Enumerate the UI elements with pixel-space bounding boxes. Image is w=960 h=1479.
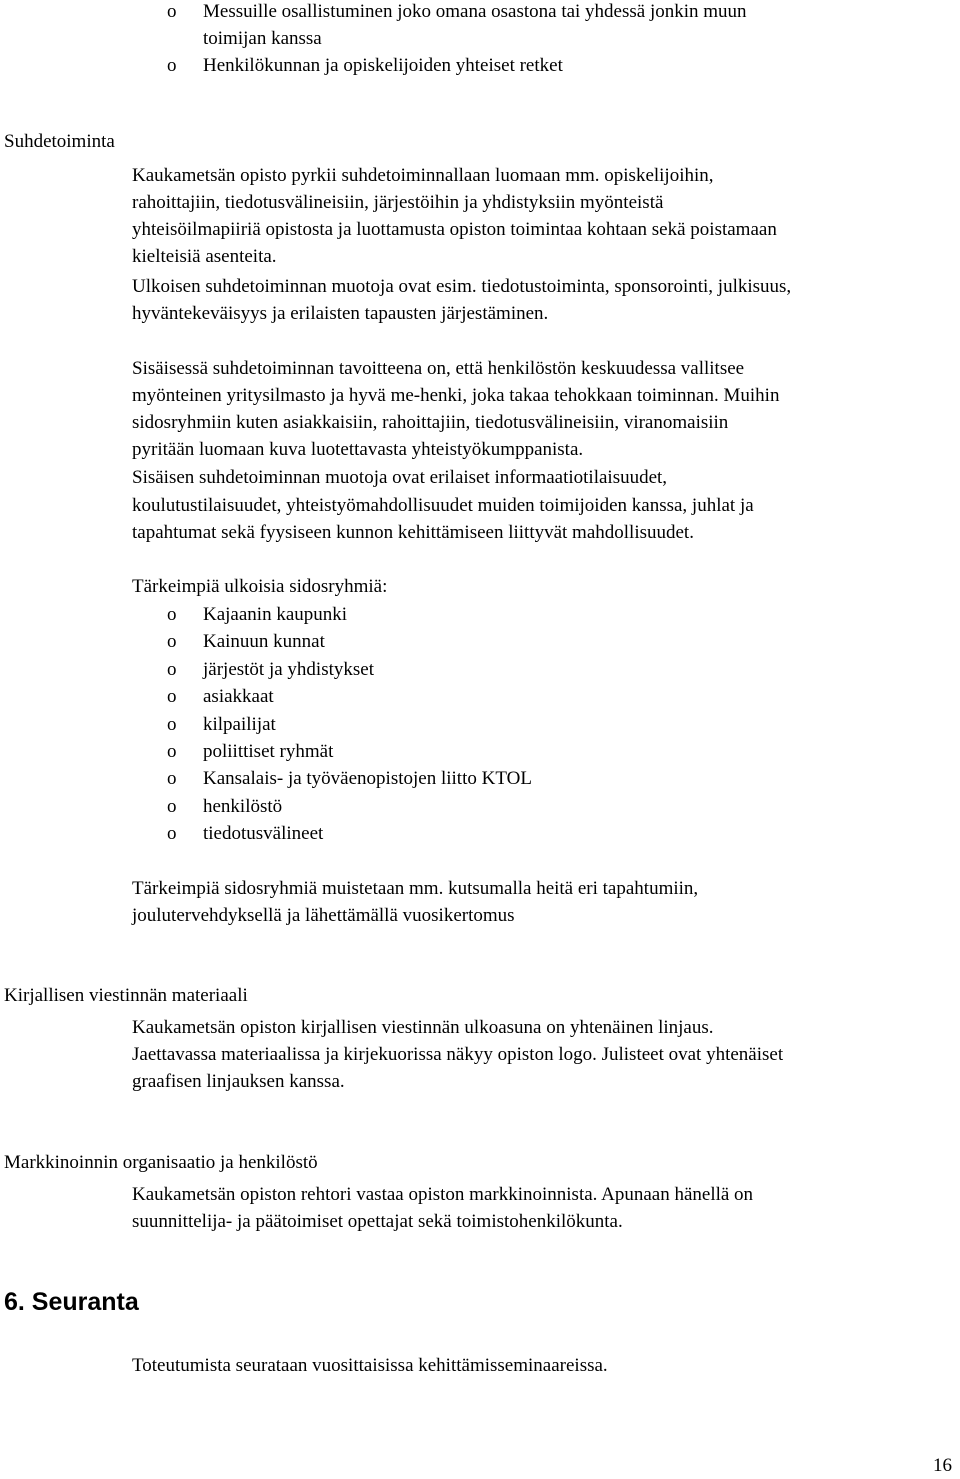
section-heading: Kirjallisen viestinnän materiaali [4,985,248,1006]
list-item: henkilöstö [203,795,283,817]
paragraph-line: suunnittelija- ja päätoimiset opettajat sekä toimistohenkilökunta. [132,1211,623,1232]
paragraph-line: hyväntekeväisyys ja erilaisten tapausten järjestäminen. [132,303,549,324]
paragraph-line: koulutustilaisuudet, yhteistyömahdollisuudet muiden toimijoiden kanssa, juhlat ja [132,495,754,516]
section-heading: Markkinoinnin organisaatio ja henkilöstö [4,1152,318,1173]
list-title: Tärkeimpiä ulkoisia sidosryhmiä: [132,576,388,597]
list-item: Kansalais- ja työväenopistojen liitto KTOL [203,768,532,790]
bullet-marker: o [167,631,177,653]
paragraph-line: joulutervehdyksellä ja lähettämällä vuosikertomus [132,905,515,926]
paragraph-line: tapahtumat sekä fyysiseen kunnon kehittämiseen liittyvät mahdollisuudet. [132,522,694,543]
section-heading: Suhdetoiminta [4,131,115,152]
page-number: 16 [933,1455,952,1476]
list-item: Kainuun kunnat [203,631,325,653]
bullet-marker: o [167,823,177,845]
paragraph-line: myönteinen yritysilmasto ja hyvä me-henki, joka takaa tehokkaan toiminnan. Muihin [132,385,780,406]
paragraph-line: Kaukametsän opisto pyrkii suhdetoiminnallaan luomaan mm. opiskelijoihin, [132,165,714,186]
paragraph-line: Kaukametsän opiston kirjallisen viestinnän ulkoasuna on yhtenäinen linjaus. [132,1017,714,1038]
list-item: asiakkaat [203,686,274,708]
paragraph-line: Sisäisessä suhdetoiminnan tavoitteena on, että henkilöstön keskuudessa vallitsee [132,358,745,379]
list-item: kilpailijat [203,713,276,735]
paragraph-line: graafisen linjauksen kanssa. [132,1071,345,1092]
list-item: tiedotusvälineet [203,823,324,845]
bullet-marker: o [167,604,177,625]
paragraph-line: Sisäisen suhdetoiminnan muotoja ovat erilaiset informaatiotilaisuudet, [132,467,668,488]
paragraph-line: Toteutumista seurataan vuosittaisissa kehittämisseminaareissa. [132,1355,608,1376]
paragraph-line: rahoittajiin, tiedotusvälineisiin, järjestöihin ja yhdistyksiin myönteistä [132,192,664,213]
paragraph-line: yhteisöilmapiiriä opistosta ja luottamusta opiston toimintaa kohtaan sekä poistamaan [132,219,777,240]
paragraph-line: Kaukametsän opiston rehtori vastaa opiston markkinoinnista. Apunaan hänellä on [132,1184,754,1205]
paragraph-line: Jaettavassa materiaalissa ja kirjekuorissa näkyy opiston logo. Julisteet ovat yhtenäiset [132,1044,784,1065]
bullet-marker: o [167,741,177,762]
bullet-marker: o [167,795,177,817]
paragraph-line: pyritään luomaan kuva luotettavasta yhteistyökumppanista. [132,439,584,460]
bullet-marker: o [167,686,177,708]
bullet-marker: o [167,768,177,790]
paragraph-line: sidosryhmiin kuten asiakkaisiin, rahoittajiin, tiedotusvälineisiin, viranomaisiin [132,412,729,433]
chapter-heading: 6. Seuranta [4,1288,139,1316]
list-item-continuation: toimijan kanssa [203,28,322,49]
bullet-marker: o [167,658,177,680]
list-item: Messuille osallistuminen joko omana osastona tai yhdessä jonkin muun [203,1,747,22]
list-item: Henkilökunnan ja opiskelijoiden yhteiset retket [203,55,563,76]
list-item: poliittiset ryhmät [203,741,334,762]
paragraph-line: kielteisiä asenteita. [132,246,277,267]
list-item: Kajaanin kaupunki [203,604,348,625]
paragraph-line: Ulkoisen suhdetoiminnan muotoja ovat esim. tiedotustoiminta, sponsorointi, julkisuus, [132,276,792,297]
paragraph-line: Tärkeimpiä sidosryhmiä muistetaan mm. kutsumalla heitä eri tapahtumiin, [132,878,699,899]
bullet-marker: o [167,55,177,76]
bullet-marker: o [167,713,177,735]
list-item: järjestöt ja yhdistykset [203,658,374,680]
bullet-marker: o [167,1,177,22]
